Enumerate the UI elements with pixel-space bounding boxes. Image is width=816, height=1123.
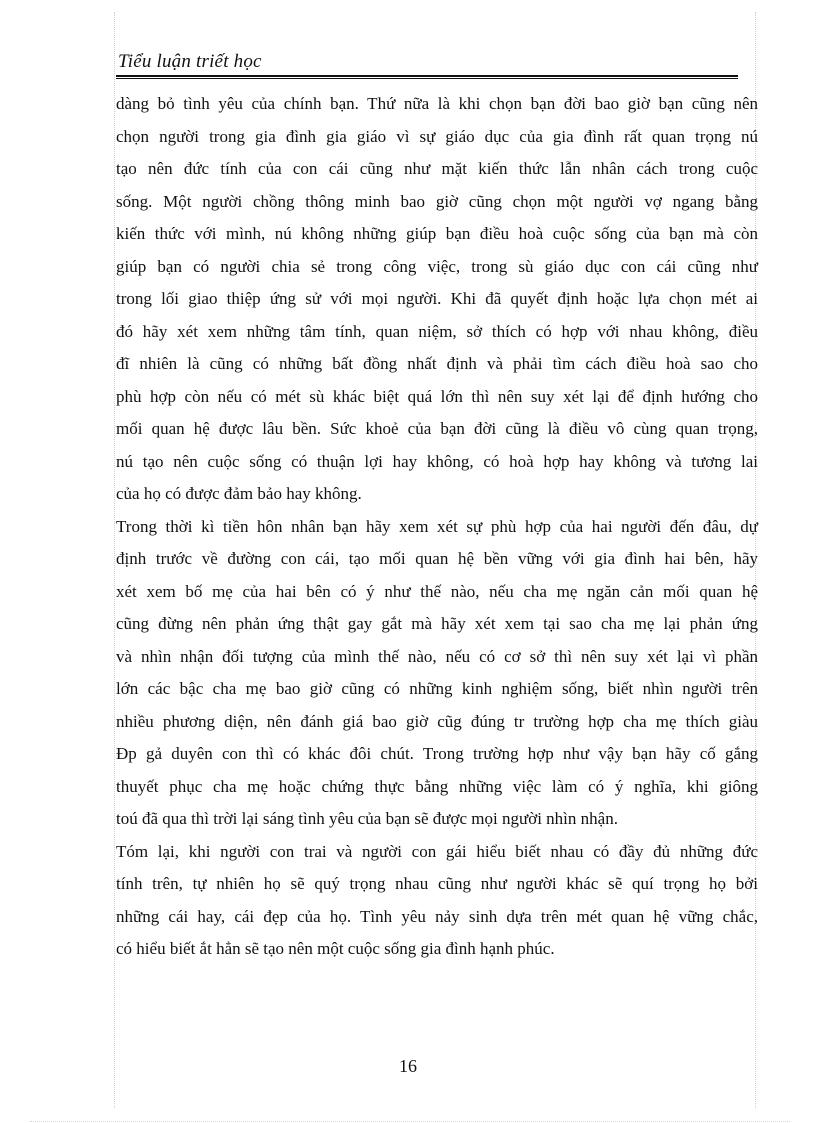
text-line: lớn các bậc cha mẹ bao giờ cũng có những kinh nghiệm sống, biết nhìn người trên <box>116 679 758 698</box>
paragraph-1 <box>116 88 758 511</box>
text-line: tính trên, tự nhiên họ sẽ quý trọng nhau cũng như người khác sẽ quí trọng họ bởi <box>116 874 758 893</box>
paragraph-3 <box>116 836 758 966</box>
paragraph-2 <box>116 511 758 836</box>
text-line: Đp gả duyên con thì có khác đôi chút. Trong trường hợp như vậy bạn hãy cố gắng <box>116 744 758 763</box>
text-line: đĩ nhiên là cũng có những bất đồng nhất định và phải tìm cách điều hoà sao cho <box>116 354 758 373</box>
text-line: kiến thức với mình, nú không những giúp bạn điều hoà cuộc sống của bạn mà còn <box>116 224 758 243</box>
text-line: toú đã qua thì trời lại sáng tình yêu của bạn sẽ được mọi người nhìn nhận. <box>116 809 618 828</box>
text-line: nhiều phương diện, nên đánh giá bao giờ cũg đúng tr trường hợp cha mẹ thích giàu <box>116 711 758 731</box>
text-line: chọn người trong gia đình gia giáo vì sự giáo dục của gia đình rất quan trọng nú <box>116 126 758 146</box>
header-title: Tiểu luận triết học <box>118 51 262 72</box>
page-footer <box>0 1056 816 1077</box>
text-line: thuyết phục cha mẹ hoặc chứng thực bằng những việc làm có ý nghĩa, khi giông <box>116 776 758 796</box>
page-header <box>116 50 738 79</box>
text-line: xét xem bố mẹ của hai bên có ý như thế nào, nếu cha mẹ ngăn cản mối quan hệ <box>116 581 758 601</box>
header-rule-thin <box>116 78 738 79</box>
document-body <box>116 88 758 966</box>
text-line: cũng đừng nên phản ứng thật gay gắt mà hãy xét xem tại sao cha mẹ lại phản ứng <box>116 614 758 633</box>
text-line: nú tạo nên cuộc sống có thuận lợi hay không, có hoà hợp hay không và tương lai <box>116 451 758 471</box>
page-bottom-guide <box>30 1121 790 1122</box>
text-line: dàng bỏ tình yêu của chính bạn. Thứ nữa là khi chọn bạn đời bao giờ bạn cũng nên <box>116 94 758 113</box>
text-line: phù hợp còn nếu có mét sù khác biệt quá lớn thì nên suy xét lại để định hướng cho <box>116 386 758 406</box>
text-line: mối quan hệ được lâu bền. Sức khoẻ của bạn đời cũng là điều vô cùng quan trọng, <box>116 419 758 438</box>
text-line: tạo nên đức tính của con cái cũng như mặt kiến thức lẫn nhân cách trong cuộc <box>116 159 758 178</box>
text-line: Tóm lại, khi người con trai và người con gái hiểu biết nhau có đầy đủ những đức <box>116 841 758 861</box>
text-line: có hiểu biết ắt hẳn sẽ tạo nên một cuộc sống gia đình hạnh phúc. <box>116 939 555 958</box>
text-line: những cái hay, cái đẹp của họ. Tình yêu nảy sinh dựa trên mét quan hệ vững chắc, <box>116 906 758 926</box>
text-line: sống. Một người chồng thông minh bao giờ cũng chọn một người vợ ngang bằng <box>116 191 758 211</box>
text-line: định trước về đường con cái, tạo mối quan hệ bền vững với gia đình hai bên, hãy <box>116 549 758 568</box>
header-rule <box>116 75 738 77</box>
text-line: trong lối giao thiệp ứng sử với mọi người. Khi đã quyết định hoặc lựa chọn mét ai <box>116 289 758 308</box>
text-line: của họ có được đảm bảo hay không. <box>116 484 362 503</box>
text-line: Trong thời kì tiền hôn nhân bạn hãy xem xét sự phù hợp của hai người đến đâu, dự <box>116 516 758 536</box>
text-line: giúp bạn có người chia sẻ trong công việc, trong sù giáo dục con cái cũng như <box>116 256 758 276</box>
text-line: đó hãy xét xem những tâm tính, quan niệm, sở thích có hợp với nhau không, điều <box>116 321 758 341</box>
text-line: và nhìn nhận đối tượng của mình thế nào, nếu có cơ sở thì nên suy xét lại vì phần <box>116 646 758 666</box>
page-number: 16 <box>399 1056 417 1076</box>
